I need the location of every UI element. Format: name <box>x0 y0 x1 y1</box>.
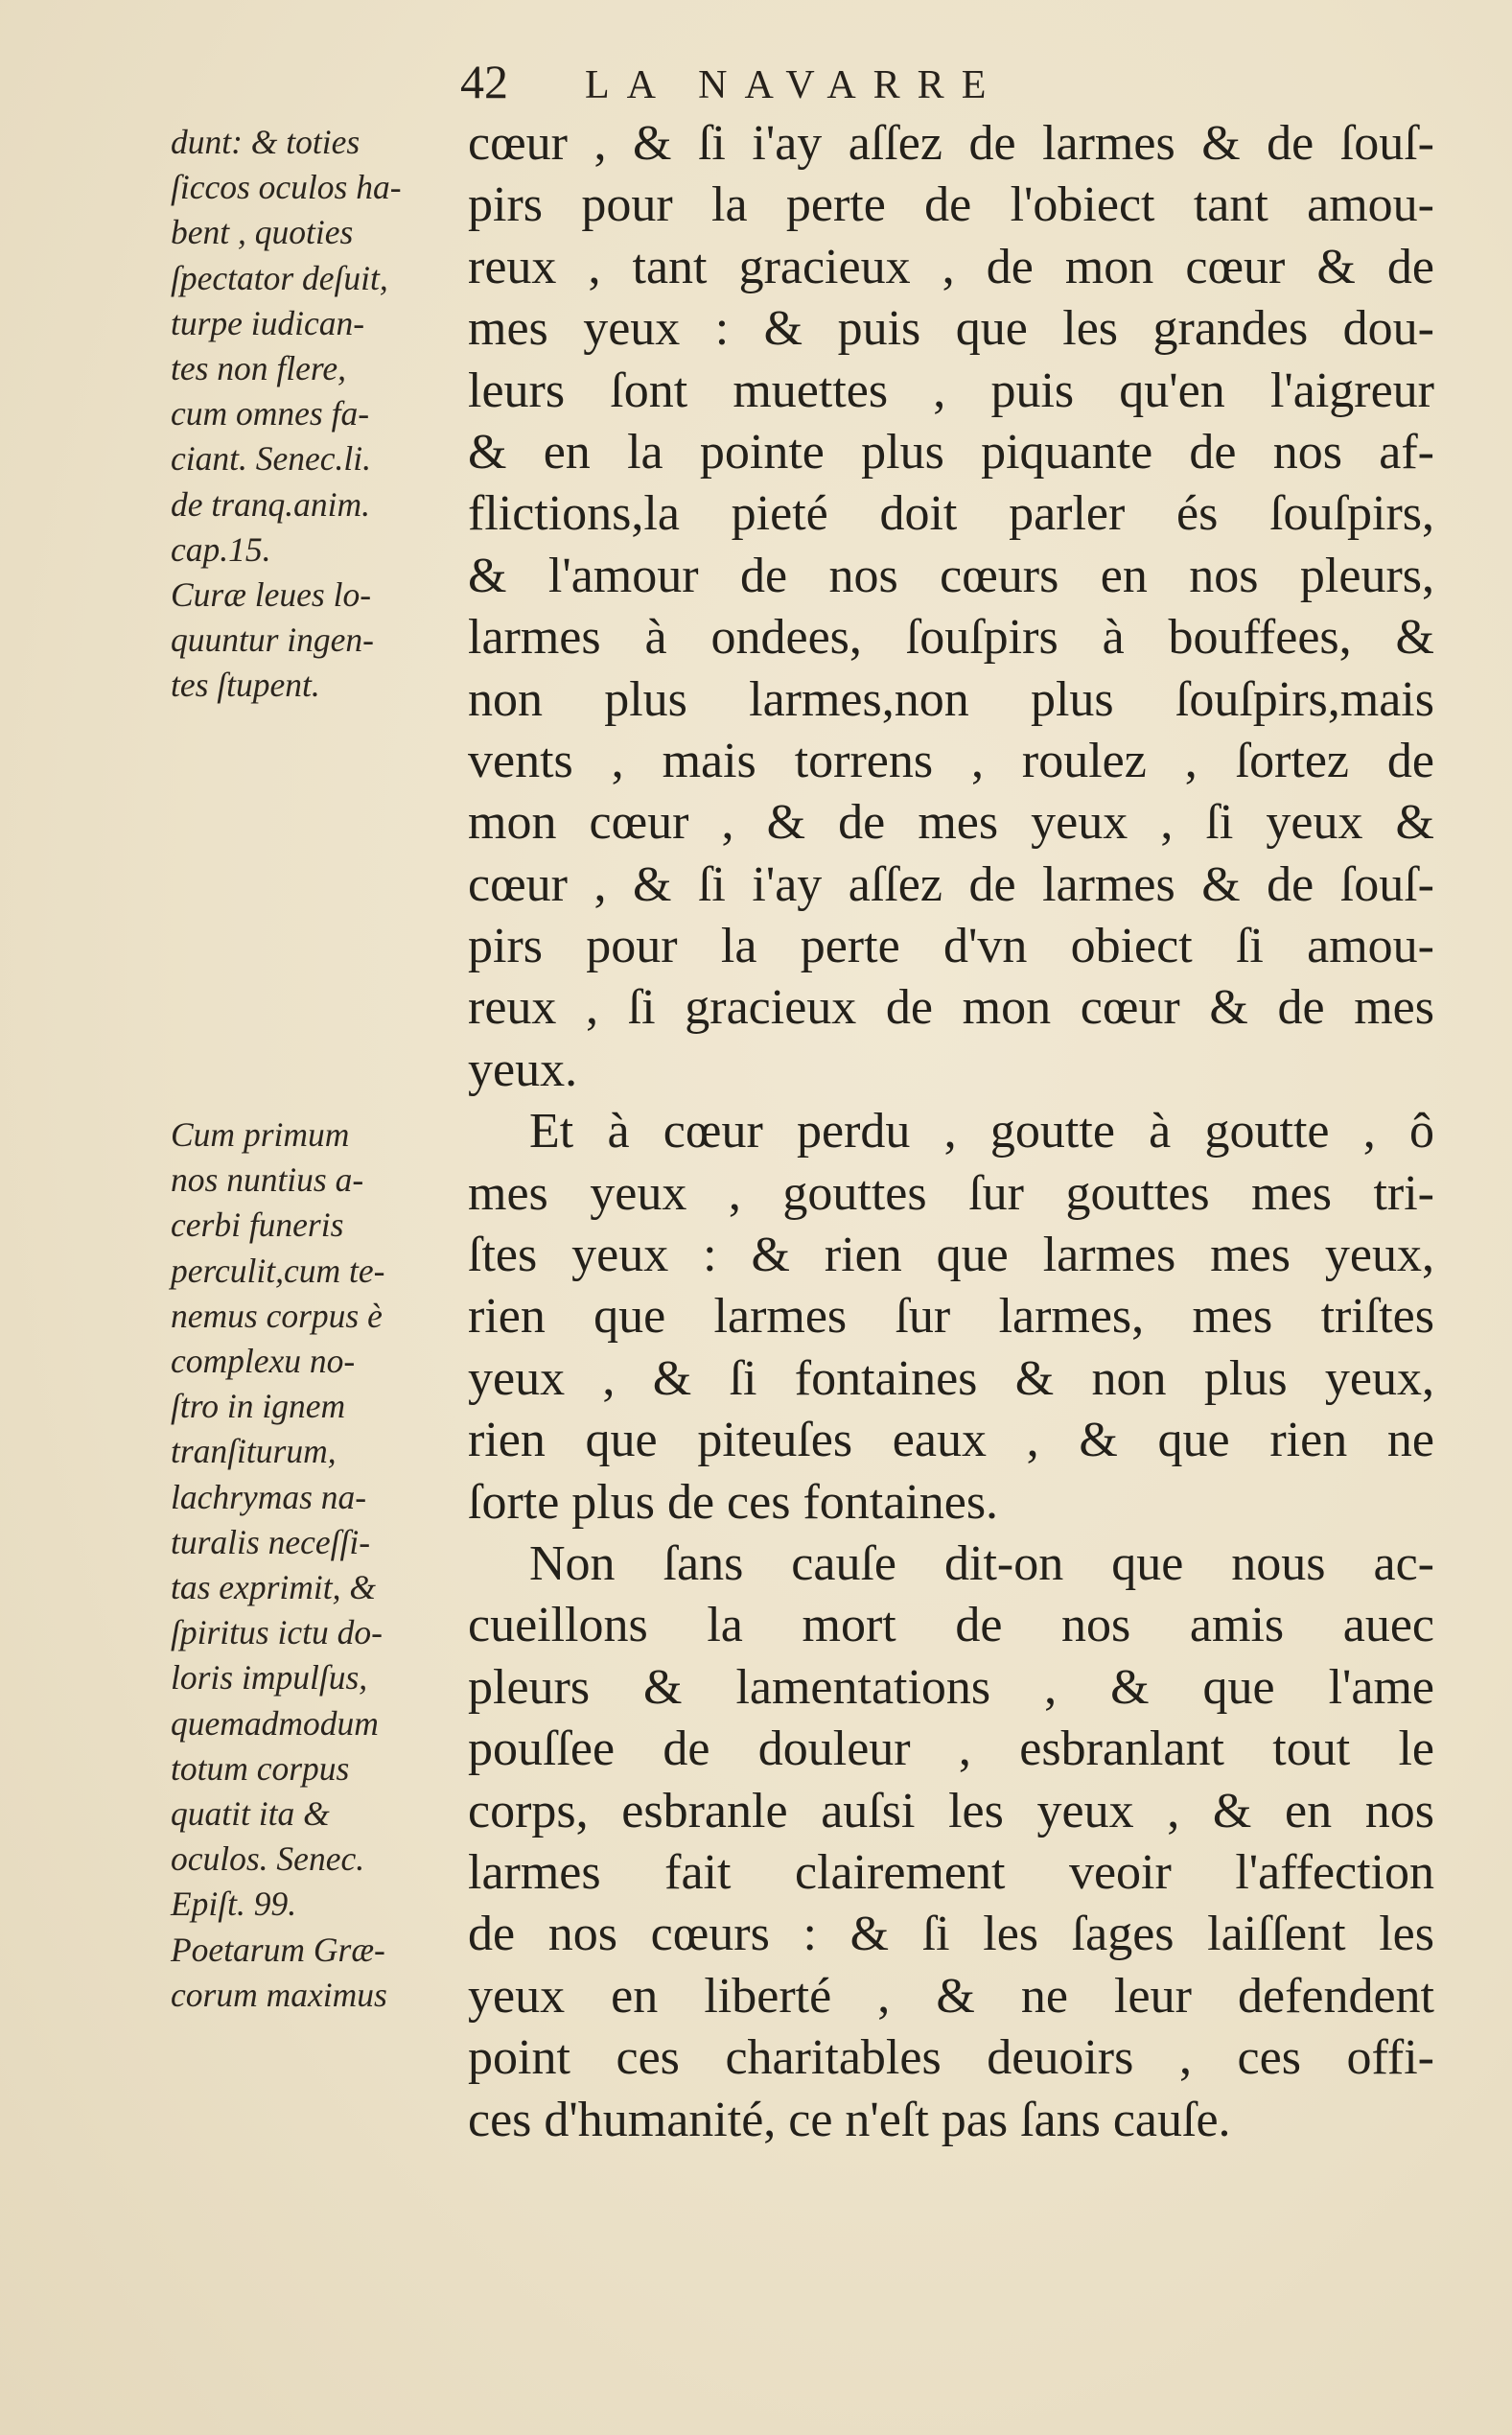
body-text <box>468 113 1434 2151</box>
marginal-note-line: loris impulſus, <box>171 1658 368 1697</box>
text-line: & en la pointe plus piquante de nos af- <box>468 424 1434 480</box>
marginal-note-line: ſtro in ignem <box>171 1387 346 1426</box>
text-line: rien que larmes ſur larmes, mes triſtes <box>468 1289 1434 1345</box>
page-number: 42 <box>460 55 508 108</box>
marginal-note-line: turpe iudican- <box>171 303 365 342</box>
text-line: mes yeux : & puis que les grandes dou- <box>468 301 1434 357</box>
text-line: ſtes yeux : & rien que larmes mes yeux, <box>468 1228 1434 1283</box>
marginal-note-line: ſpiritus ictu do- <box>171 1613 383 1652</box>
marginal-note-line: totum corpus <box>171 1748 350 1788</box>
text-line: point ces charitables deuoirs , ces offi- <box>468 2030 1434 2086</box>
marginal-note-line: Cum primum <box>171 1115 350 1154</box>
marginal-note-line: tas exprimit, & <box>171 1568 376 1607</box>
marginal-note-line: oculos. Senec. <box>171 1839 365 1879</box>
text-line: mes yeux , gouttes ſur gouttes mes tri- <box>468 1165 1434 1221</box>
text-line: vents , mais torrens , roulez , ſortez de <box>468 733 1434 788</box>
marginal-note-line: ſiccos oculos ha- <box>171 168 402 207</box>
marginal-note-line: quemadmodum <box>171 1703 379 1743</box>
text-line: mon cœur , & de mes yeux , ſi yeux & <box>468 795 1434 851</box>
marginal-note-line: Epiſt. 99. <box>171 1885 297 1924</box>
marginal-note-seneca-tranquillity <box>171 120 458 709</box>
text-line: larmes fait clairement veoir l'affection <box>468 1844 1434 1900</box>
marginal-note-line: nos nuntius a- <box>171 1160 364 1200</box>
page-header <box>460 54 1003 111</box>
marginal-note-line: quatit ita & <box>171 1794 330 1834</box>
marginal-note-line: lachrymas na- <box>171 1477 367 1516</box>
text-line: corps, esbranle auſsi les yeux , & en nos <box>468 1783 1434 1838</box>
text-line: non plus larmes,non plus ſouſpirs,mais <box>468 671 1434 727</box>
marginal-note-line: tes ſtupent. <box>171 666 320 705</box>
marginal-note-line: ciant. Senec.li. <box>171 439 371 479</box>
marginal-note-line: tes non flere, <box>171 349 347 388</box>
text-line: reux , ſi gracieux de mon cœur & de mes <box>468 980 1434 1036</box>
text-line: & l'amour de nos cœurs en nos pleurs, <box>468 548 1434 603</box>
text-line: de nos cœurs : & ſi les ſages laiſſent les <box>468 1907 1434 1962</box>
text-line: yeux en liberté , & ne leur defendent <box>468 1968 1434 2024</box>
marginal-note-line: ſpectator deſuit, <box>171 258 388 297</box>
marginal-note-line: Poetarum Græ- <box>171 1930 385 1969</box>
marginal-note-line: complexu no- <box>171 1342 356 1381</box>
text-line: cœur , & ſi i'ay aſſez de larmes & de ſouſ- <box>468 856 1434 912</box>
text-line: cueillons la mort de nos amis auec <box>468 1598 1434 1653</box>
text-line: larmes à ondees, ſouſpirs à bouffees, & <box>468 610 1434 666</box>
text-line: rien que piteuſes eaux , & que rien ne <box>468 1413 1434 1468</box>
marginal-note-line: Curæ leues lo- <box>171 575 372 615</box>
text-line: leurs ſont muettes , puis qu'en l'aigreur <box>468 363 1434 418</box>
text-line: yeux. <box>468 1042 578 1097</box>
marginal-note-line: tranſiturum, <box>171 1432 337 1471</box>
running-title: LA NAVARRE <box>585 63 1004 107</box>
marginal-note-line: dunt: & toties <box>171 123 361 161</box>
paragraph-start-line: Et à cœur perdu , goutte à goutte , ô <box>529 1104 1434 1159</box>
marginal-note-line: nemus corpus è <box>171 1296 383 1335</box>
text-line: cœur , & ſi i'ay aſſez de larmes & de ſouſ- <box>468 116 1434 171</box>
marginal-note-line: perculit,cum te- <box>171 1251 385 1290</box>
text-line: ces d'humanité, ce n'eſt pas ſans cauſe. <box>468 2092 1231 2147</box>
text-line: reux , tant gracieux , de mon cœur & de <box>468 239 1434 294</box>
text-line: pirs pour la perte d'vn obiect ſi amou- <box>468 919 1434 974</box>
text-line: pleurs & lamentations , & que l'ame <box>468 1659 1434 1715</box>
marginal-note-line: turalis neceſſi- <box>171 1522 371 1561</box>
paragraph-start-line: Non ſans cauſe dit-on que nous ac- <box>529 1535 1434 1591</box>
marginal-note-line: cerbi funeris <box>171 1206 344 1245</box>
marginal-note-line: quuntur ingen- <box>171 620 374 660</box>
text-line: pouſſee de douleur , esbranlant tout le <box>468 1721 1434 1777</box>
text-line: pirs pour la perte de l'obiect tant amou- <box>468 177 1434 233</box>
marginal-note-line: corum maximus <box>171 1975 387 2014</box>
text-line: ſorte plus de ces fontaines. <box>468 1474 999 1530</box>
marginal-note-seneca-epistle <box>171 1112 458 2018</box>
marginal-note-line: bent , quoties <box>171 213 354 252</box>
marginal-note-line: cum omnes fa- <box>171 394 370 433</box>
text-line: yeux , & ſi fontaines & non plus yeux, <box>468 1350 1434 1406</box>
marginal-note-line: de tranq.anim. <box>171 484 371 524</box>
text-line: flictions,la pieté doit parler és ſouſpirs, <box>468 486 1434 542</box>
marginal-note-line: cap.15. <box>171 529 271 569</box>
